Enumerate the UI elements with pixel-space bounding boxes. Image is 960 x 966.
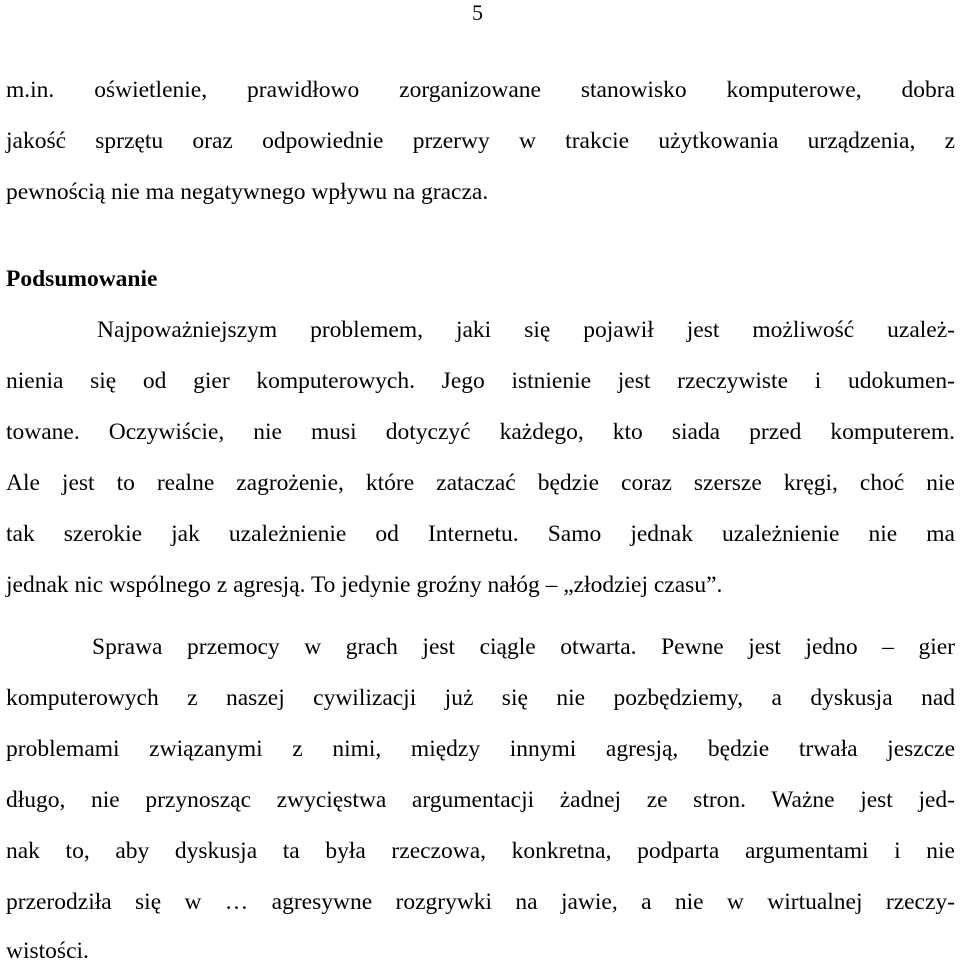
- text-line: komputerowych z naszej cywilizacji już się nie pozbędziemy, a dyskusja nad: [6, 685, 955, 711]
- text-line: towane. Oczywiście, nie musi dotyczyć każdego, kto siada przed komputerem.: [6, 419, 955, 445]
- page-number: 5: [472, 0, 483, 25]
- text-line: wistości.: [6, 938, 89, 964]
- text-line: Ale jest to realne zagrożenie, które zataczać będzie coraz szersze kręgi, choć nie: [6, 470, 955, 496]
- text-line: Najpoważniejszym problemem, jaki się pojawił jest możliwość uzależ-: [97, 317, 955, 343]
- text-line: pewnością nie ma negatywnego wpływu na gracza.: [6, 179, 489, 205]
- text-line: przerodziła się w … agresywne rozgrywki na jawie, a nie w wirtualnej rzeczy-: [6, 889, 955, 915]
- section-heading: Podsumowanie: [6, 266, 158, 292]
- text-line: nak to, aby dyskusja ta była rzeczowa, konkretna, podparta argumentami i nie: [6, 838, 955, 864]
- text-line: jednak nic wspólnego z agresją. To jedynie groźny nałóg – „złodziej czasu”.: [6, 572, 723, 598]
- text-line: tak szerokie jak uzależnienie od Internetu. Samo jednak uzależnienie nie ma: [6, 521, 955, 547]
- text-line: problemami związanymi z nimi, między innymi agresją, będzie trwała jeszcze: [6, 736, 955, 762]
- text-line: długo, nie przynosząc zwycięstwa argumentacji żadnej ze stron. Ważne jest jed-: [6, 787, 955, 813]
- text-line: jakość sprzętu oraz odpowiednie przerwy w trakcie użytkowania urządzenia, z: [6, 128, 955, 154]
- text-line: Sprawa przemocy w grach jest ciągle otwarta. Pewne jest jedno – gier: [92, 634, 955, 660]
- text-line: m.in. oświetlenie, prawidłowo zorganizowane stanowisko komputerowe, dobra: [6, 77, 955, 103]
- text-line: nienia się od gier komputerowych. Jego istnienie jest rzeczywiste i udokumen-: [6, 368, 955, 394]
